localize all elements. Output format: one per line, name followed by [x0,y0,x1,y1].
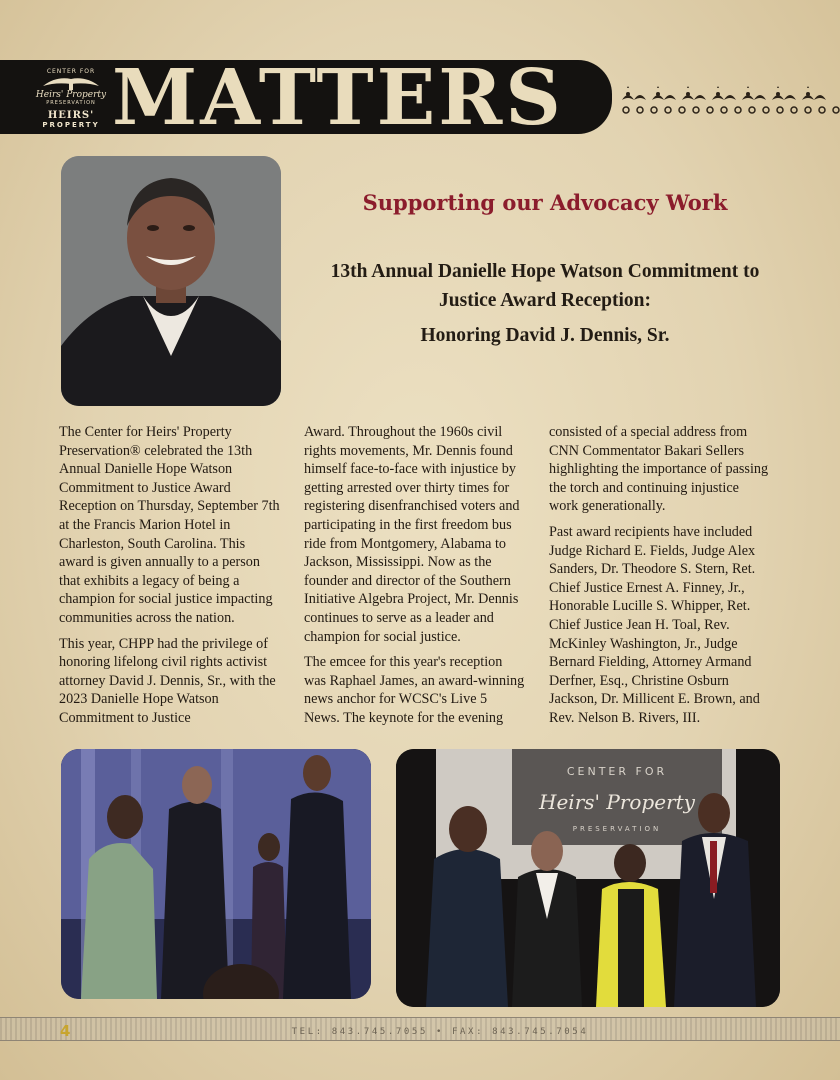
logo-top-text: CENTER FOR [46,68,96,75]
footer-contact: TEL: 843.745.7055 • FAX: 843.745.7054 [291,1027,589,1037]
group-photo [396,749,780,1007]
chpp-logo [30,66,112,132]
article-subtitle [300,257,790,350]
section-title: Supporting our Advocacy Work [362,190,728,215]
masthead [0,53,840,143]
body-column-3 [549,423,771,735]
page-number: 4 [60,1022,71,1040]
backdrop-sub-text: PRESERVATION [572,825,662,833]
subtitle-line-2: Justice Award Reception: [439,290,651,311]
logo-script-text: Heirs' Property [35,90,107,100]
backdrop-top-text: CENTER FOR [566,765,668,778]
logo-property-text: PROPERTY [42,121,100,129]
paragraph: Past award recipients have included Judge Richard E. Fields, Judge Alex Sanders, Dr. Theodore S. Stern, Ret. Chief Justice Ernest A. Finney, Jr., Honorable Lucille S. Whipper, Ret. Chief Justice Jean H. Toal, Rev. McKinley Washington, Jr., Judge Bernard Fielding, Attorney Armand Derfner, Esq., Christine Osburn Jackson, Dr. Millicent E. Brown, and Rev. Nelson B. Rivers, III. [549,523,760,726]
award-presentation-photo [61,749,371,999]
paragraph: consisted of a special address from CNN Commentator Bakari Sellers highlighting the importance of passing the torch and continuing injustice work generationally. [549,424,769,515]
paragraph: This year, CHPP had the privilege of honoring lifelong civil rights activist attorney David J. Dennis, Sr., with the 2023 Danielle Hope Watson Commitment to Justice [59,635,276,726]
logo-heirs-text: HEIRS' [47,110,95,121]
footer-rule-bottom [0,1040,840,1041]
portrait-photo-david-dennis [61,156,281,406]
paragraph: Award. Throughout the 1960s civil rights movements, Mr. Dennis found himself face-to-face with injustice by getting arrested over thirty times for registering disenfranchised voters and participating in the first freedom bus ride from Montgomery, Alabama to Jackson, Mississippi. Now as the founder and director of the Southern Initiative Algebra Project, Mr. Dennis continues to serve as a leader and champion for social justice. [304,424,520,645]
paragraph: The emcee for this year's reception was Raphael James, an award-winning news anchor for WCSC's Live 5 News. The keynote for the evening [304,654,525,726]
body-column-2 [304,423,526,735]
oak-tree-icon [41,76,101,90]
logo-sub-text: PRESERVATION [46,100,96,106]
paragraph: The Center for Heirs' Property Preservation® celebrated the 13th Annual Danielle Hope Watson Commitment to Justice Award Reception on Thursday, September 7th at the Francis Marion Hotel in Charleston, South Carolina. This award is given annually to a person that exhibits a legacy of being a champion for social justice impacting communities across the nation. [59,424,280,626]
masthead-banner [0,53,612,143]
backdrop-script-text: Heirs' Property [539,790,695,814]
subtitle-line-3: Honoring David J. Dennis, Sr. [420,325,670,346]
body-column-1 [59,423,281,735]
masthead-title: MATTERS [112,53,564,143]
subtitle-line-1: 13th Annual Danielle Hope Watson Commitment to [330,261,760,282]
decorative-scroll-ornament [618,86,840,118]
